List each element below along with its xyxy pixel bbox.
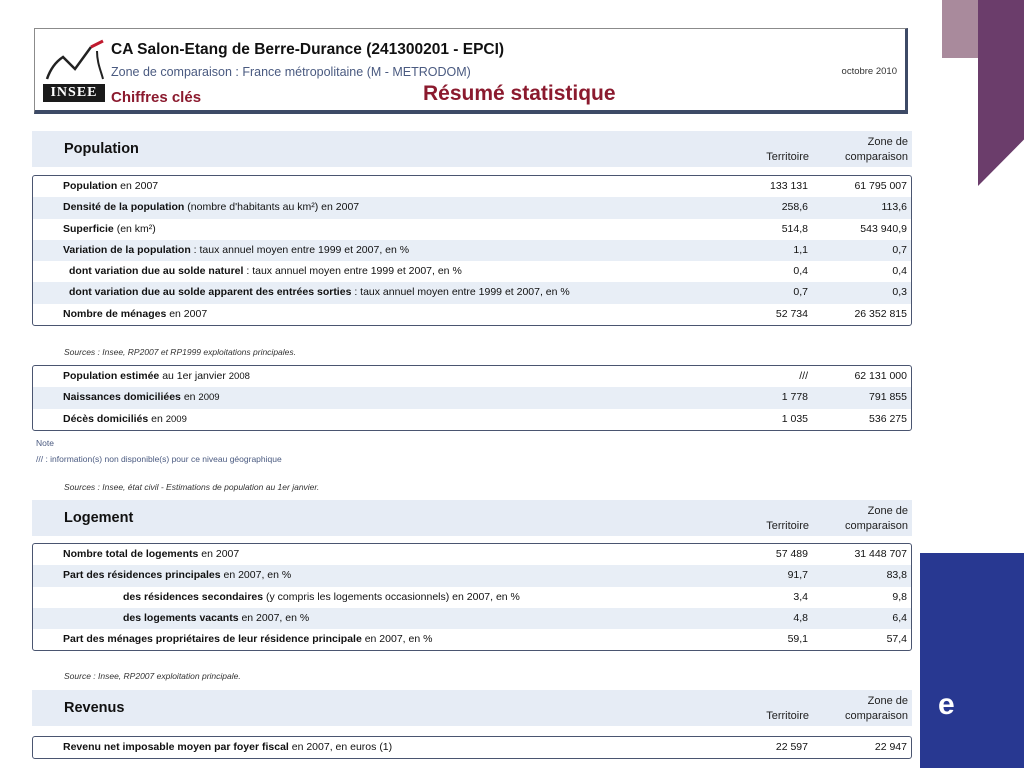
value-zone-comparaison: 791 855 — [869, 391, 907, 404]
row-label: Nombre total de logements en 2007 — [63, 548, 240, 560]
background-blue-panel — [920, 553, 1024, 768]
section-title: Population — [64, 141, 139, 157]
row-label: Naissances domiciliées en 2009 — [63, 391, 220, 404]
row-label: dont variation due au solde naturel : taux annuel moyen entre 1999 et 2007, en % — [69, 265, 462, 278]
row-label: Nombre de ménages en 2007 — [63, 307, 208, 320]
section-header-population — [32, 131, 912, 167]
value-zone-comparaison: 61 795 007 — [854, 180, 907, 192]
row-label: Part des ménages propriétaires de leur résidence principale en 2007, en % — [63, 633, 433, 646]
population-source: Sources : Insee, RP2007 et RP1999 exploitations principales. — [64, 347, 296, 357]
section-title: Revenus — [64, 700, 125, 716]
row-label: des résidences secondaires (y compris les logements occasionnels) en 2007, en % — [123, 590, 520, 603]
column-header-territoire: Territoire — [766, 151, 809, 163]
background-purple-banner — [978, 0, 1024, 186]
value-territoire: 1 778 — [781, 391, 808, 404]
key-figures-label: Chiffres clés — [111, 89, 202, 106]
row-label: Variation de la population : taux annuel moyen entre 1999 et 2007, en % — [63, 243, 410, 256]
note-text: /// : information(s) non disponible(s) pour ce niveau géographique — [36, 454, 282, 464]
value-zone-comparaison: 0,4 — [892, 265, 907, 278]
comparison-zone: Zone de comparaison : France métropolitaine (M - METRODOM) — [111, 65, 471, 79]
section-header-revenus — [32, 690, 912, 726]
table-row — [33, 366, 911, 387]
row-label: des logements vacants en 2007, en % — [123, 611, 310, 624]
logement-table — [32, 543, 912, 651]
row-label: dont variation due au solde apparent des entrées sorties : taux annuel moyen entre 1999 et 2007, en % — [69, 286, 570, 299]
value-territoire: 22 597 — [775, 741, 808, 753]
value-territoire: 57 489 — [775, 548, 808, 560]
population-source-2: Sources : Insee, état civil - Estimations de population au 1er janvier. — [64, 482, 320, 492]
table-row — [33, 176, 911, 197]
table-row — [33, 587, 911, 608]
column-header-zone: Zone de comparaison — [845, 695, 908, 722]
value-zone-comparaison: 0,3 — [892, 286, 907, 299]
note-title: Note — [36, 438, 54, 448]
value-territoire: /// — [799, 370, 808, 382]
value-territoire: 0,7 — [793, 286, 808, 299]
table-row — [33, 737, 911, 758]
population-estimates-table — [32, 365, 912, 431]
background-mauve-block — [942, 0, 978, 58]
column-header-territoire: Territoire — [766, 520, 809, 532]
value-territoire: 91,7 — [787, 569, 808, 582]
table-row — [33, 387, 911, 408]
value-territoire: 1 035 — [781, 412, 808, 425]
column-header-territoire: Territoire — [766, 710, 809, 722]
revenus-table — [32, 736, 912, 759]
value-territoire: 258,6 — [781, 201, 808, 214]
background-blue-letter: e — [938, 688, 955, 721]
value-territoire: 52 734 — [775, 307, 808, 320]
table-row — [33, 219, 911, 240]
column-header-zone: Zone de comparaison — [845, 136, 908, 163]
value-zone-comparaison: 22 947 — [874, 741, 907, 753]
document-title: Résumé statistique — [423, 82, 616, 105]
section-header-logement — [32, 500, 912, 536]
row-label: Population estimée au 1er janvier 2008 — [63, 370, 250, 382]
section-title: Logement — [64, 510, 134, 526]
insee-logo-text: INSEE — [43, 84, 105, 102]
publication-date: octobre 2010 — [841, 66, 897, 77]
value-zone-comparaison: 543 940,9 — [860, 222, 907, 235]
row-label: Décès domiciliés en 2009 — [63, 412, 187, 425]
table-row — [33, 240, 911, 261]
value-territoire: 514,8 — [781, 222, 808, 235]
table-row — [33, 282, 911, 303]
row-label: Superficie (en km²) — [63, 222, 156, 235]
value-zone-comparaison: 9,8 — [892, 590, 907, 603]
value-zone-comparaison: 0,7 — [892, 243, 907, 256]
value-zone-comparaison: 57,4 — [886, 633, 907, 646]
row-label: Revenu net imposable moyen par foyer fiscal en 2007, en euros (1) — [63, 741, 393, 753]
value-zone-comparaison: 536 275 — [869, 412, 907, 425]
logement-source: Source : Insee, RP2007 exploitation principale. — [64, 671, 241, 681]
territory-title: CA Salon-Etang de Berre-Durance (241300201 - EPCI) — [111, 41, 505, 58]
table-row — [33, 565, 911, 586]
value-zone-comparaison: 31 448 707 — [854, 548, 907, 560]
row-label: Population en 2007 — [63, 180, 159, 192]
value-zone-comparaison: 113,6 — [881, 201, 907, 214]
column-header-zone: Zone de comparaison — [845, 505, 908, 532]
table-row — [33, 197, 911, 218]
value-zone-comparaison: 62 131 000 — [854, 370, 907, 382]
table-row — [33, 544, 911, 565]
row-label: Densité de la population (nombre d'habitants au km²) en 2007 — [63, 201, 360, 214]
table-row — [33, 629, 911, 650]
row-label: Part des résidences principales en 2007, en % — [63, 569, 292, 582]
value-territoire: 1,1 — [793, 243, 808, 256]
population-table — [32, 175, 912, 326]
table-row — [33, 304, 911, 325]
table-row — [33, 608, 911, 629]
value-territoire: 4,8 — [793, 611, 808, 624]
insee-logo-icon — [45, 39, 105, 81]
value-territoire: 59,1 — [787, 633, 808, 646]
table-row — [33, 261, 911, 282]
value-zone-comparaison: 83,8 — [886, 569, 907, 582]
value-zone-comparaison: 6,4 — [892, 611, 907, 624]
value-territoire: 3,4 — [793, 590, 808, 603]
value-territoire: 0,4 — [793, 265, 808, 278]
insee-logo — [43, 37, 105, 103]
table-row — [33, 409, 911, 430]
value-territoire: 133 131 — [770, 180, 808, 192]
value-zone-comparaison: 26 352 815 — [854, 307, 907, 320]
document-header — [34, 28, 908, 114]
